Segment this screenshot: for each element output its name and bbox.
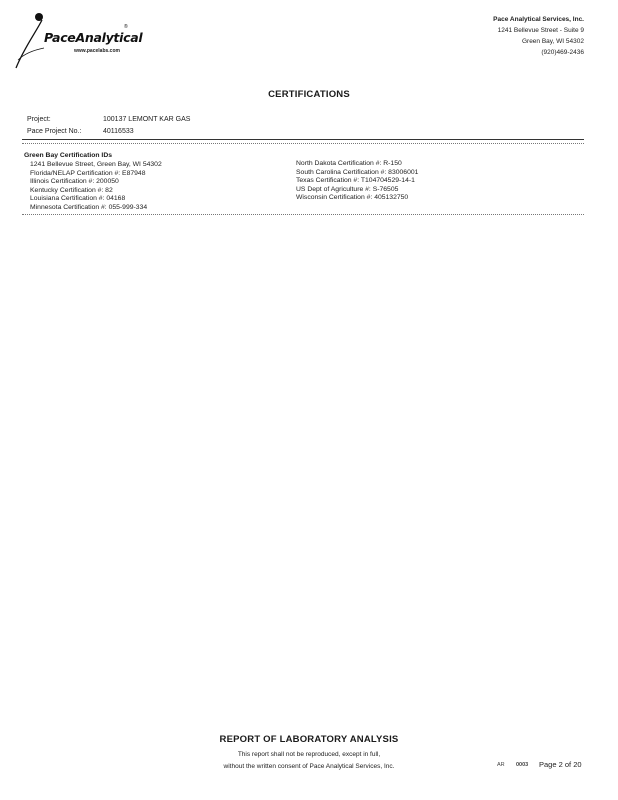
logo-wordmark: PaceAnalytical: [44, 30, 143, 45]
divider-bottom: [22, 214, 584, 215]
address-city: Green Bay, WI 54302: [521, 38, 584, 45]
cert-line: North Dakota Certification #: R-150: [296, 160, 402, 167]
footer-code-b: 0003: [516, 762, 529, 768]
page-number: Page 2 of 20: [539, 760, 582, 769]
page-title: CERTIFICATIONS: [268, 89, 350, 100]
cert-line: Wisconsin Certification #: 405132750: [296, 194, 409, 202]
logo-url: www.pacelabs.com: [74, 48, 120, 54]
notice-line-1: This report shall not be reproduced, except in full,: [237, 751, 381, 758]
certifications-right-column: [296, 160, 418, 203]
cert-line: Florida/NELAP Certification #: E87948: [30, 169, 146, 177]
project-label: Project:: [27, 116, 51, 123]
cert-line: Texas Certification #: T104704529-14-1: [296, 177, 415, 185]
company-address: [493, 14, 584, 58]
cert-line: Louisiana Certification #: 04168: [30, 195, 126, 203]
cert-line: Illinois Certification #: 200050: [30, 178, 119, 186]
cert-line: US Dept of Agriculture #: S-76505: [296, 185, 399, 193]
company-logo: [10, 8, 143, 74]
certifications-heading: Green Bay Certification IDs: [24, 152, 113, 159]
certifications-left-column: [30, 161, 162, 213]
divider-dotted: [22, 143, 584, 144]
cert-line: Kentucky Certification #: 82: [30, 186, 113, 194]
footer-code-a: AR: [497, 762, 505, 768]
cert-line: South Carolina Certification #: 83006001: [296, 168, 419, 176]
divider-top: [22, 139, 584, 140]
address-street: 1241 Bellevue Street - Suite 9: [497, 27, 584, 34]
pace-project-value: 40116533: [103, 128, 134, 135]
logo-trademark: ®: [124, 24, 128, 30]
cert-line: Minnesota Certification #: 055-999-334: [30, 203, 148, 211]
address-phone: (920)469-2436: [541, 49, 584, 56]
reproduction-notice: [0, 749, 618, 773]
pace-project-label: Pace Project No.:: [27, 128, 82, 135]
report-title: REPORT OF LABORATORY ANALYSIS: [219, 734, 399, 745]
notice-line-2: without the written consent of Pace Analytical Services, Inc.: [223, 763, 395, 770]
address-company: Pace Analytical Services, Inc.: [493, 16, 584, 23]
cert-line: 1241 Bellevue Street, Green Bay, WI 54302: [30, 161, 162, 168]
project-value: 100137 LEMONT KAR GAS: [103, 116, 191, 123]
